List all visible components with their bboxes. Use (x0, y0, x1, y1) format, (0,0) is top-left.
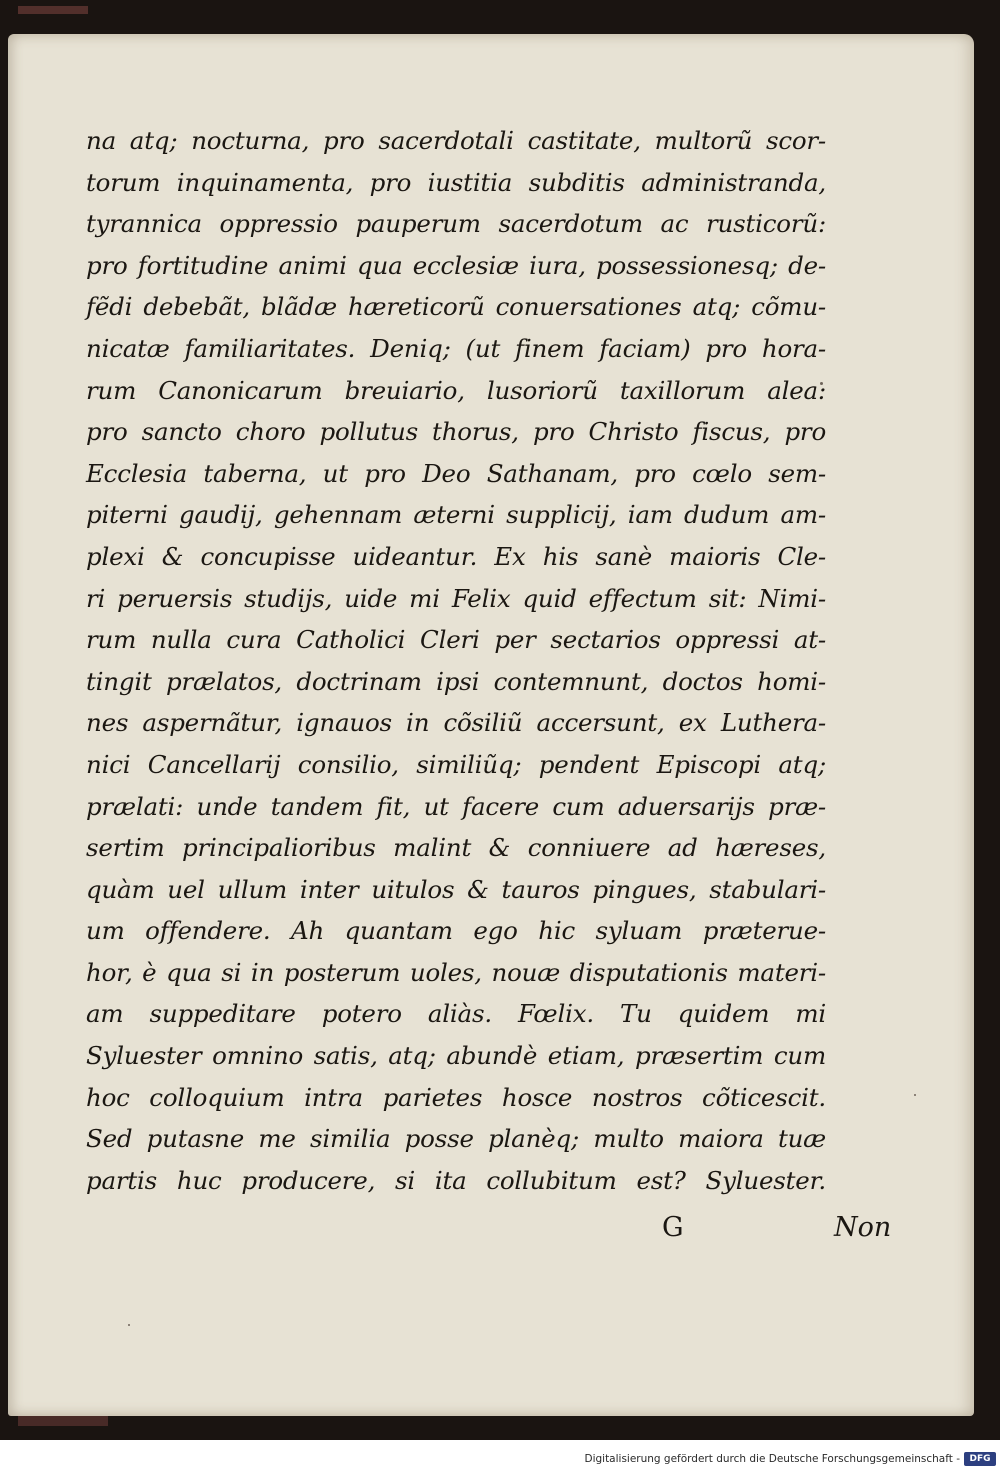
text-line: tingit prælatos, doctrinam ipsi contemnunt, doctos homi- (86, 666, 826, 696)
text-line: partis huc producere, si ita collubitum est? Syluester. (86, 1165, 826, 1195)
text-line: sertim principalioribus malint & conniuere ad hæreses, (86, 833, 826, 863)
text-line: pro sancto choro pollutus thorus, pro Christo fiscus, pro (86, 417, 826, 447)
text-line: nici Cancellarij consilio, similiũq; pendent Episcopi atq; (86, 749, 826, 779)
text-line: ri peruersis studijs, uide mi Felix quid effectum sit: Nimi- (86, 583, 826, 613)
text-line: prælati: unde tandem fit, ut facere cum aduersarijs præ- (86, 791, 826, 821)
text-line: piterni gaudij, gehennam æterni supplicij, iam dudum am- (86, 500, 826, 530)
text-line: nicatæ familiaritates. Deniq; (ut finem faciam) pro hora- (86, 333, 826, 363)
page-body-text (86, 120, 826, 1201)
footer-bar (0, 1440, 1000, 1471)
book-binding-edge-bottom (18, 1416, 108, 1426)
text-line: am suppeditare potero aliàs. Fœlix. Tu quidem mi (86, 999, 826, 1029)
text-line: plexi & concupisse uideantur. Ex his sanè maioris Cle- (86, 541, 826, 571)
signature-mark: G (662, 1212, 684, 1243)
book-binding-edge-top (18, 6, 88, 14)
funding-credit: Digitalisierung gefördert durch die Deutsche Forschungsgemeinschaft - (584, 1453, 960, 1465)
text-line: Sed putasne me similia posse planèq; multo maiora tuæ (86, 1124, 826, 1154)
text-line: nes aspernãtur, ignauos in cõsiliũ accersunt, ex Luthera- (86, 708, 826, 738)
text-line: pro fortitudine animi qua ecclesiæ iura, possessionesq; de- (86, 250, 826, 280)
text-line: hor, è qua si in posterum uoles, nouæ disputationis materi- (86, 957, 826, 987)
text-line: um offendere. Ah quantam ego hic syluam præterue- (86, 916, 826, 946)
text-line: quàm uel ullum inter uitulos & tauros pingues, stabulari- (86, 874, 826, 904)
page-catchline (86, 1212, 892, 1256)
text-line: na atq; nocturna, pro sacerdotali castitate, multorũ scor- (86, 126, 826, 155)
text-line: Ecclesia taberna, ut pro Deo Sathanam, pro cœlo sem- (86, 458, 826, 488)
catchword: Non (834, 1212, 892, 1243)
text-line: rum Canonicarum breuiario, lusoriorũ taxillorum alea: (86, 375, 826, 405)
paper-speck (914, 1094, 916, 1096)
dfg-logo-icon: DFG (964, 1452, 996, 1466)
paper-speck (128, 1324, 130, 1326)
text-line: torum inquinamenta, pro iustitia subditis administranda, (86, 167, 826, 197)
text-line: rum nulla cura Catholici Cleri per sectarios oppressi at- (86, 625, 826, 655)
text-line: fẽdi debebãt, blãdæ hæreticorũ conuersationes atq; cõmu- (86, 292, 826, 322)
text-line: hoc colloquium intra parietes hosce nostros cõticescit. (86, 1082, 826, 1112)
text-line: tyrannica oppressio pauperum sacerdotum ac rusticorũ: (86, 209, 826, 239)
text-line: Syluester omnino satis, atq; abundè etiam, præsertim cum (86, 1041, 826, 1071)
